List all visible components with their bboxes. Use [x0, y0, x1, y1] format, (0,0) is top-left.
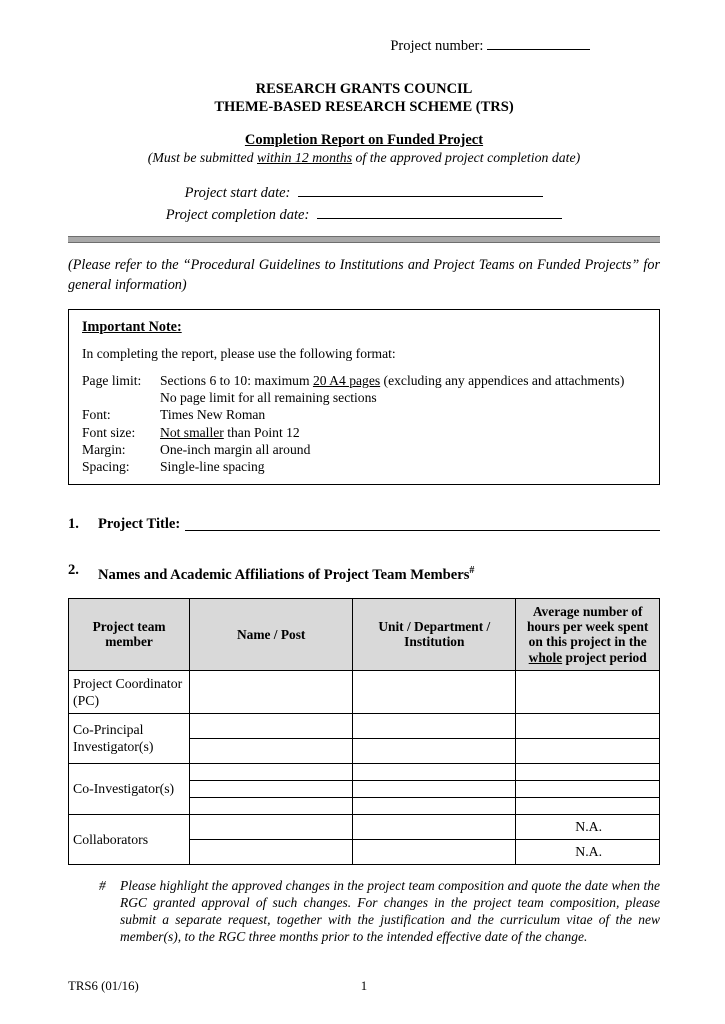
- section-1-heading: [68, 515, 660, 534]
- completion-date-line: [68, 204, 660, 226]
- header-average-hours-pre: Average number of hours per week spent on this project in the: [526, 604, 649, 650]
- font-size-value: [160, 424, 647, 441]
- row-project-coordinator: [69, 670, 660, 713]
- page-limit-label: Page limit:: [82, 373, 142, 388]
- section-1-title: Project Title:: [98, 516, 181, 533]
- page-limit-line1-post: (excluding any appendices and attachments): [380, 373, 625, 388]
- section-2-number: 2.: [68, 562, 79, 579]
- spacing-value: Single-line spacing: [160, 459, 265, 475]
- row-collaborators-1: [69, 814, 660, 839]
- collab-name-cell[interactable]: [190, 814, 353, 839]
- coi-name-cell[interactable]: [190, 780, 353, 797]
- date-fields: [68, 182, 660, 226]
- project-number-blank[interactable]: [487, 35, 590, 50]
- collab-name-cell[interactable]: [190, 839, 353, 864]
- project-number-line: [68, 35, 660, 56]
- row-co-principal-investigator-1: [69, 713, 660, 738]
- pc-hours-cell[interactable]: [516, 670, 660, 713]
- project-title-blank[interactable]: [185, 515, 660, 531]
- format-row-margin: [82, 441, 647, 458]
- label-collaborators: Collaborators: [69, 814, 190, 864]
- subtitle-text-post: of the approved project completion date): [352, 150, 581, 165]
- report-title: Completion Report on Funded Project: [244, 132, 484, 148]
- coi-unit-cell[interactable]: [353, 763, 516, 780]
- coi-hours-cell[interactable]: [516, 763, 660, 780]
- collab-hours-na-2: N.A.: [516, 839, 660, 864]
- org-heading: [68, 80, 660, 116]
- copi-unit-cell[interactable]: [353, 713, 516, 738]
- label-co-principal-investigators: Co-Principal Investigator(s): [69, 713, 190, 763]
- copi-name-cell[interactable]: [190, 738, 353, 763]
- reference-note: (Please refer to the “Procedural Guidelines to Institutions and Project Teams on Funded Projects” for general information): [68, 257, 660, 293]
- page-limit-value: [160, 372, 647, 406]
- page-limit-line1: [160, 372, 647, 389]
- org-name: RESEARCH GRANTS COUNCIL: [255, 81, 473, 97]
- page-footer: [68, 978, 660, 994]
- header-project-team-member: Project team member: [69, 599, 190, 671]
- header-name-post: Name / Post: [190, 599, 353, 671]
- row-co-investigator-1: [69, 763, 660, 780]
- font-label: Font:: [82, 407, 111, 423]
- coi-hours-cell[interactable]: [516, 797, 660, 814]
- coi-name-cell[interactable]: [190, 797, 353, 814]
- page-limit-line1-pre: Sections 6 to 10: maximum: [160, 373, 313, 388]
- start-date-blank[interactable]: [298, 182, 543, 197]
- section-2-title-text: Names and Academic Affiliations of Project Team Members: [98, 567, 470, 584]
- coi-unit-cell[interactable]: [353, 797, 516, 814]
- pc-name-cell[interactable]: [190, 670, 353, 713]
- font-value: Times New Roman: [160, 407, 266, 423]
- format-row-page-limit: [82, 372, 647, 406]
- footnote-text: Please highlight the approved changes in the project team composition and quote the date when the RGC granted approval of such changes. For changes in the project team composition, please submit a separate request, together with the justification and the curriculum vitae of the new member(s), to the RGC three months prior to the intended effective date of the change.: [120, 877, 660, 944]
- section-2-title: [98, 561, 474, 585]
- subtitle-underlined-text: within 12 months: [257, 150, 353, 165]
- important-note-box: [68, 309, 660, 485]
- format-row-spacing: [82, 458, 647, 475]
- start-date-label: Project start date:: [184, 185, 291, 201]
- font-size-post: than Point 12: [223, 424, 300, 440]
- format-row-font: [82, 406, 647, 423]
- start-date-line: [68, 182, 660, 204]
- format-row-font-size: [82, 424, 647, 441]
- scheme-name: THEME-BASED RESEARCH SCHEME (TRS): [214, 99, 514, 115]
- project-number-label: Project number:: [390, 38, 484, 54]
- completion-date-blank[interactable]: [317, 204, 562, 219]
- copi-name-cell[interactable]: [190, 713, 353, 738]
- header-unit-department-institution: Unit / Department / Institution: [353, 599, 516, 671]
- section-divider: [68, 236, 660, 243]
- collab-hours-na-1: N.A.: [516, 814, 660, 839]
- header-average-hours-post: project period: [562, 649, 647, 665]
- collab-unit-cell[interactable]: [353, 814, 516, 839]
- coi-hours-cell[interactable]: [516, 780, 660, 797]
- page-limit-line1-underlined: 20 A4 pages: [312, 373, 381, 388]
- completion-date-label: Project completion date:: [165, 207, 310, 223]
- label-project-coordinator: Project Coordinator (PC): [69, 670, 190, 713]
- project-team-table: [68, 598, 660, 865]
- font-size-label: Font size:: [82, 424, 136, 440]
- table-header-row: [69, 599, 660, 671]
- margin-label: Margin:: [82, 441, 126, 457]
- header-average-hours: [516, 599, 660, 671]
- coi-name-cell[interactable]: [190, 763, 353, 780]
- copi-unit-cell[interactable]: [353, 738, 516, 763]
- section-1-number: 1.: [68, 516, 79, 533]
- section-2-footnote-ref: #: [469, 565, 475, 577]
- section-2-heading: [68, 561, 660, 585]
- document-code: TRS6 (01/16): [68, 979, 139, 993]
- important-note-heading: Important Note:: [82, 319, 182, 335]
- subtitle-text-pre: (Must be submitted: [147, 150, 258, 165]
- font-size-underlined: Not smaller: [160, 424, 224, 440]
- margin-value: One-inch margin all around: [160, 441, 311, 457]
- page-limit-line2: No page limit for all remaining sections: [160, 390, 377, 406]
- collab-unit-cell[interactable]: [353, 839, 516, 864]
- pc-unit-cell[interactable]: [353, 670, 516, 713]
- footnote-marker: #: [99, 877, 106, 893]
- important-note-intro: In completing the report, please use the following format:: [82, 346, 396, 361]
- copi-hours-cell[interactable]: [516, 738, 660, 763]
- page-number: 1: [360, 979, 368, 993]
- footnote: [99, 877, 660, 945]
- report-subtitle: [68, 149, 660, 167]
- spacing-label: Spacing:: [82, 459, 130, 475]
- label-co-investigators: Co-Investigator(s): [69, 763, 190, 814]
- coi-unit-cell[interactable]: [353, 780, 516, 797]
- header-average-hours-underlined: whole: [528, 649, 563, 665]
- format-spec-list: [82, 372, 647, 475]
- copi-hours-cell[interactable]: [516, 713, 660, 738]
